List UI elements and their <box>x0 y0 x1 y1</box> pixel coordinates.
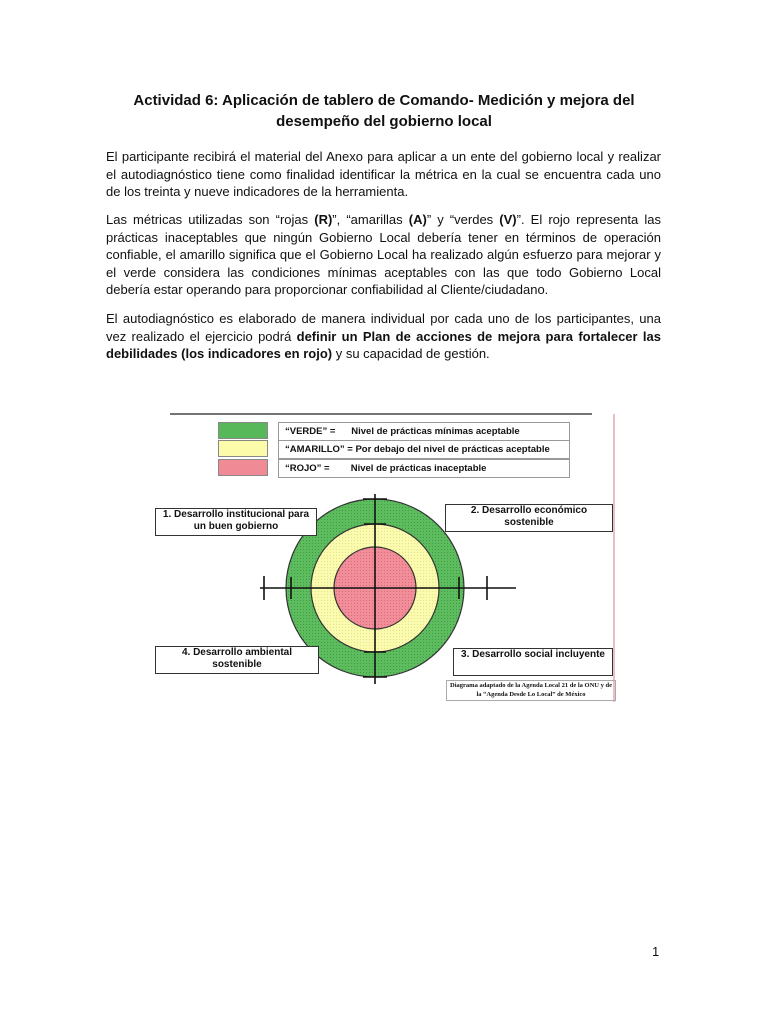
paragraph-metrics <box>106 211 661 299</box>
p2-text-3: ” y “verdes <box>426 212 500 227</box>
p3-text-2: y su capacidad de gestión. <box>332 346 490 361</box>
quadrant-1-label: 1. Desarrollo institucional para un buen gobierno <box>155 508 317 536</box>
legend-red-label: “ROJO” = Nivel de prácticas inaceptable <box>278 459 570 478</box>
p2-code-a: (A) <box>408 212 427 227</box>
quadrant-4-label: 4. Desarrollo ambiental sostenible <box>155 646 319 674</box>
p2-text-1: Las métricas utilizadas son “rojas <box>106 212 315 227</box>
legend-swatch-yellow <box>218 440 268 457</box>
p2-code-r: (R) <box>314 212 333 227</box>
p2-text-4: ”. El rojo representa las prácticas inaceptables que ningún Gobierno Local debería tener en términos de operación confiable, el amarillo significa que el Gobierno Local ha realizado algún esfuerzo para mejorar y el verde considera las condiciones mínimas aceptables con las que todo Gobierno Local debería estar operando para proporcionar confiabilidad al Cliente/ciudadano. <box>106 212 661 297</box>
quadrant-3-label: 3. Desarrollo social incluyente <box>453 648 613 676</box>
p3-bold: definir un Plan de acciones de mejora para fortalecer las debilidades (los indicadores en rojo) <box>106 328 661 361</box>
legend-green-label: “VERDE” = Nivel de prácticas mínimas aceptable <box>278 422 570 441</box>
paragraph-intro: El participante recibirá el material del Anexo para aplicar a un ente del gobierno local y realizar el autodiagnóstico tiene como finalidad identificar la métrica en la cual se encuentra cada uno de los treinta y nueve indicadores de la herramienta. <box>106 149 661 199</box>
p2-text-2: ”, “amarillas <box>332 212 409 227</box>
legend-yellow-label: “AMARILLO” = Por debajo del nivel de prácticas aceptable <box>278 440 570 459</box>
paragraph-selfdiagnosis <box>106 310 661 363</box>
p3-text-1: El autodiagnóstico es elaborado de manera individual por cada uno de los participantes, una vez realizado el ejercicio podrá <box>106 311 661 344</box>
dashboard-diagram <box>150 408 620 708</box>
page-title: Actividad 6: Aplicación de tablero de Comando- Medición y mejora del desempeño del gobierno local <box>133 92 635 130</box>
legend-swatch-green <box>218 422 268 439</box>
p2-code-v: (V) <box>499 212 517 227</box>
quadrant-2-label: 2. Desarrollo económico sostenible <box>445 504 613 532</box>
page-number: 1 <box>652 944 660 959</box>
diagram-credit: Diagrama adaptado de la Agenda Local 21 de la ONU y de la “Agenda Desde Lo Local” de México <box>446 680 616 701</box>
legend-swatch-red <box>218 459 268 476</box>
